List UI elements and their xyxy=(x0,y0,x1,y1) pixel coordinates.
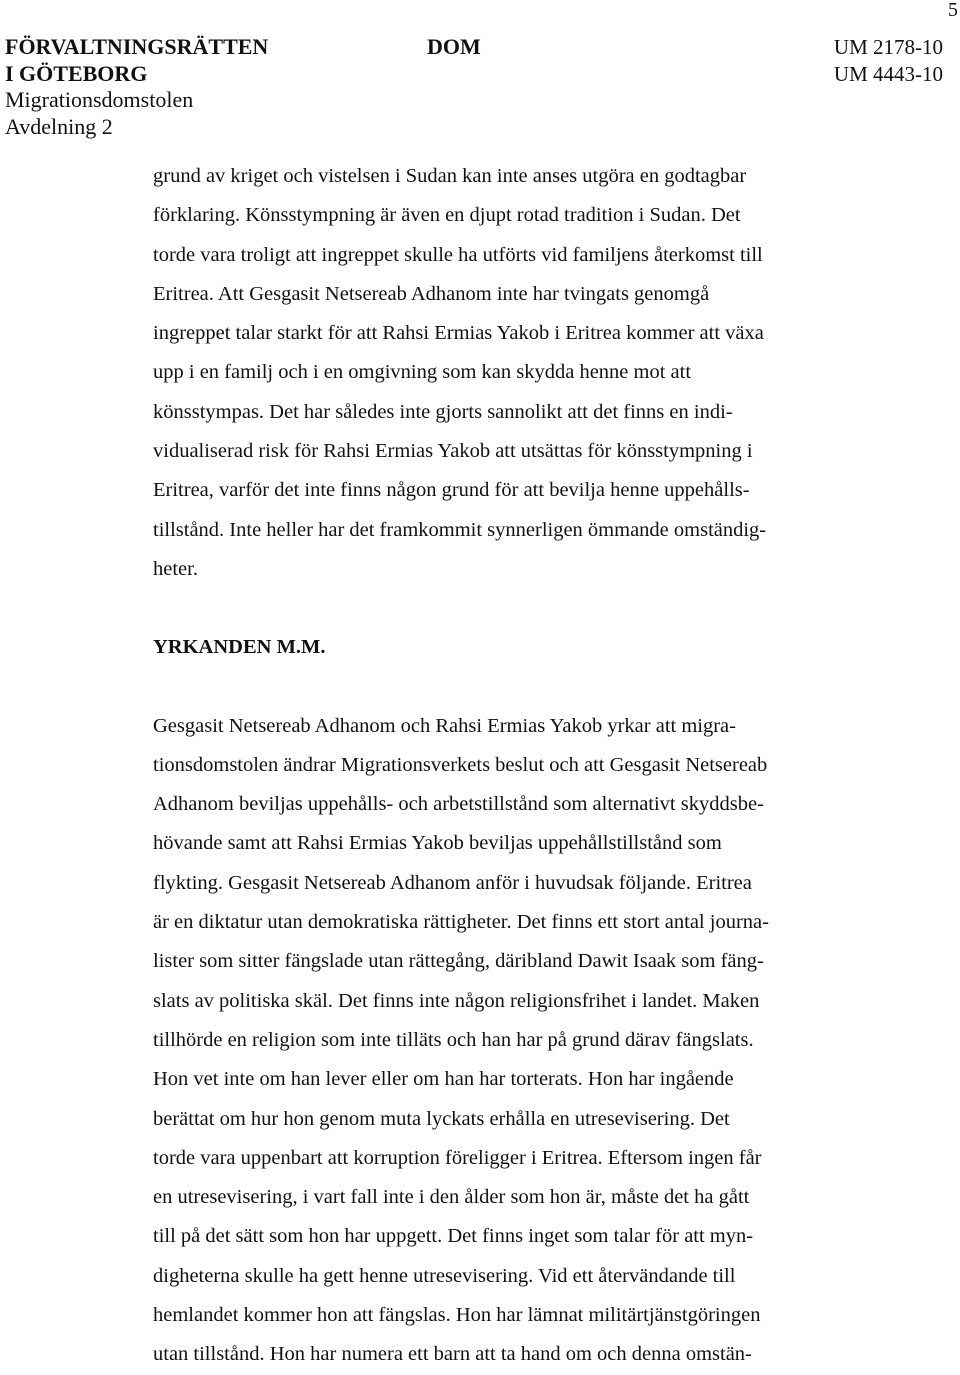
text-line: torde vara troligt att ingreppet skulle ha utförts vid familjens återkomst till xyxy=(153,243,763,266)
court-name-line-2: I GÖTEBORG xyxy=(5,60,148,86)
text-line: flykting. Gesgasit Netsereab Adhanom anför i huvudsak följande. Eritrea xyxy=(153,871,752,894)
court-division: Migrationsdomstolen xyxy=(5,87,194,112)
text-line: lister som sitter fängslade utan rättegång, däribland Dawit Isaak som fäng- xyxy=(153,950,764,973)
paragraph-2 xyxy=(153,707,843,1375)
text-line: slats av politiska skäl. Det finns inte någon religionsfrihet i landet. Maken xyxy=(153,989,760,1012)
text-line: könsstympas. Det har således inte gjorts sannolikt att det finns en indi- xyxy=(153,400,733,423)
document-body xyxy=(153,157,843,1375)
court-name-line-1: FÖRVALTNINGSRÄTTEN xyxy=(5,34,269,59)
text-line: tillstånd. Inte heller har det framkommit synnerligen ömmande omständig- xyxy=(153,518,767,541)
text-line: utan tillstånd. Hon har numera ett barn att ta hand om och denna omstän- xyxy=(153,1343,752,1366)
text-line: hövande samt att Rahsi Ermias Yakob beviljas uppehållstillstånd som xyxy=(153,832,722,855)
text-line: heter. xyxy=(153,557,198,580)
case-numbers xyxy=(834,34,943,87)
text-line: tionsdomstolen ändrar Migrationsverkets beslut och att Gesgasit Netsereab xyxy=(153,753,768,776)
case-number-2: UM 4443-10 xyxy=(833,61,943,86)
text-line: förklaring. Könsstympning är även en djupt rotad tradition i Sudan. Det xyxy=(153,204,741,227)
text-line: tillhörde en religion som inte tilläts och han har på grund därav fängslats. xyxy=(153,1028,754,1051)
section-heading: YRKANDEN M.M. xyxy=(153,636,326,659)
spacer xyxy=(153,668,843,707)
text-line: Gesgasit Netsereab Adhanom och Rahsi Ermias Yakob yrkar att migra- xyxy=(153,714,736,737)
text-line: Eritrea. Att Gesgasit Netsereab Adhanom inte har tvingats genomgå xyxy=(153,282,710,305)
text-line: är en diktatur utan demokratiska rättigheter. Det finns ett stort antal journa- xyxy=(153,911,769,934)
paragraph-1 xyxy=(153,157,843,589)
text-line: Eritrea, varför det inte finns någon grund för att bevilja henne uppehålls- xyxy=(153,479,750,502)
text-line: Adhanom beviljas uppehålls- och arbetstillstånd som alternativt skyddsbe- xyxy=(153,793,764,816)
text-line: Hon vet inte om han lever eller om han har torterats. Hon har ingående xyxy=(153,1068,734,1091)
text-line: grund av kriget och vistelsen i Sudan kan inte anses utgöra en godtagbar xyxy=(153,165,747,187)
text-line: till på det sätt som hon har uppgett. Det finns inget som talar för att myn- xyxy=(153,1225,754,1248)
document-header xyxy=(5,34,943,144)
text-line: en utresevisering, i vart fall inte i den ålder som hon är, måste det ha gått xyxy=(153,1186,750,1209)
spacer xyxy=(153,589,843,628)
text-line: torde vara uppenbart att korruption föreligger i Eritrea. Eftersom ingen får xyxy=(153,1146,762,1169)
case-number-1: UM 2178-10 xyxy=(833,35,943,59)
text-line: hemlandet kommer hon att fängslas. Hon har lämnat militärtjänstgöringen xyxy=(153,1304,761,1327)
text-line: ingreppet talar starkt för att Rahsi Ermias Yakob i Eritrea kommer att växa xyxy=(153,322,764,345)
text-line: berättat om hur hon genom muta lyckats erhålla en utresevisering. Det xyxy=(153,1107,730,1130)
document-type: DOM xyxy=(427,34,481,59)
text-line: vidualiserad risk för Rahsi Ermias Yakob att utsättas för könsstympning i xyxy=(153,440,753,463)
court-info xyxy=(5,34,268,140)
text-line: digheterna skulle ha gett henne utresevisering. Vid ett återvändande till xyxy=(153,1264,736,1287)
text-line: upp i en familj och i en omgivning som kan skydda henne mot att xyxy=(153,361,692,384)
court-section: Avdelning 2 xyxy=(5,113,113,139)
page-number: 5 xyxy=(948,0,958,21)
